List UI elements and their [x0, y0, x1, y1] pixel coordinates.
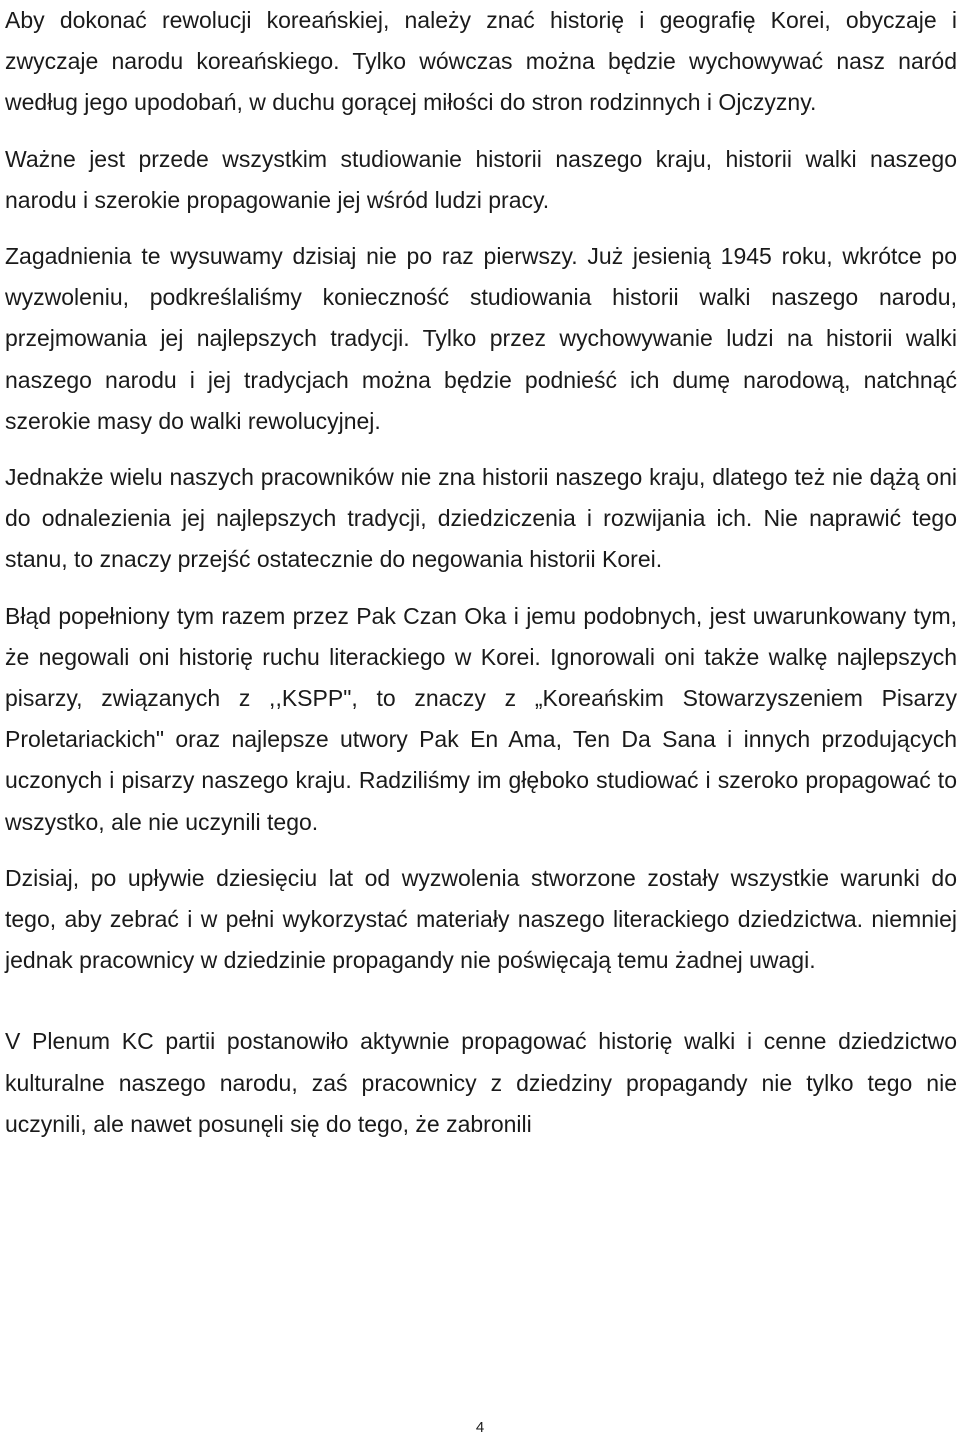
paragraph-1: Aby dokonać rewolucji koreańskiej, należy znać historię i geografię Korei, obyczaje i zwyczaje narodu koreańskiego. Tylko wówczas można będzie wychowywać nasz naród według jego upodobań, w duchu gorącej miłości do stron rodzinnych i Ojczyzny.	[5, 7, 957, 116]
document-page	[5, 0, 957, 1160]
paragraph-6: Dzisiaj, po upływie dziesięciu lat od wyzwolenia stworzone zostały wszystkie warunki do tego, aby zebrać i w pełni wykorzystać materiały naszego literackiego dziedzictwa. niemniej jednak pracownicy w dziedzinie propagandy nie poświęcają temu żadnej uwagi.	[5, 864, 957, 974]
paragraph-3: Zagadnienia te wysuwamy dzisiaj nie po raz pierwszy. Już jesienią 1945 roku, wkrótce po wyzwoleniu, podkreślaliśmy konieczność studiowania historii walki naszego narodu, przejmowania jej najlepszych tradycji. Tylko przez wychowywanie ludzi na historii walki naszego narodu i jej tradycjach można będzie podnieść ich dumę narodową, natchnąć szerokie masy do walki rewolucyjnej.	[5, 243, 957, 434]
paragraph-5: Błąd popełniony tym razem przez Pak Czan Oka i jemu podobnych, jest uwarunkowany tym, że negowali oni historię ruchu literackiego w Korei. Ignorowali oni także walkę najlepszych pisarzy, związanych z ,,KSPP", to znaczy z „Koreańskim Stowarzyszeniem Pisarzy Proletariackich" oraz najlepsze utwory Pak En Ama, Ten Da Sana i innych przodujących uczonych i pisarzy naszego kraju. Radziliśmy im głęboko studiować i szeroko propagować to wszystko, ale nie uczynili tego.	[5, 602, 957, 835]
paragraph-4: Jednakże wielu naszych pracowników nie zna historii naszego kraju, dlatego też nie dążą oni do odnalezienia jej najlepszych tradycji, dziedziczenia i rozwijania ich. Nie naprawić tego stanu, to znaczy przejść ostatecznie do negowania historii Korei.	[5, 464, 957, 573]
paragraph-7: V Plenum KC partii postanowiło aktywnie propagować historię walki i cenne dziedzictwo kulturalne naszego narodu, zaś pracownicy z dziedziny propagandy nie tylko tego nie uczynili, ale nawet posunęli się do tego, że zabronili	[5, 1028, 957, 1137]
paragraph-2: Ważne jest przede wszystkim studiowanie historii naszego kraju, historii walki naszego narodu i szerokie propagowanie jej wśród ludzi pracy.	[5, 145, 957, 213]
page-number: 4	[475, 1419, 485, 1436]
